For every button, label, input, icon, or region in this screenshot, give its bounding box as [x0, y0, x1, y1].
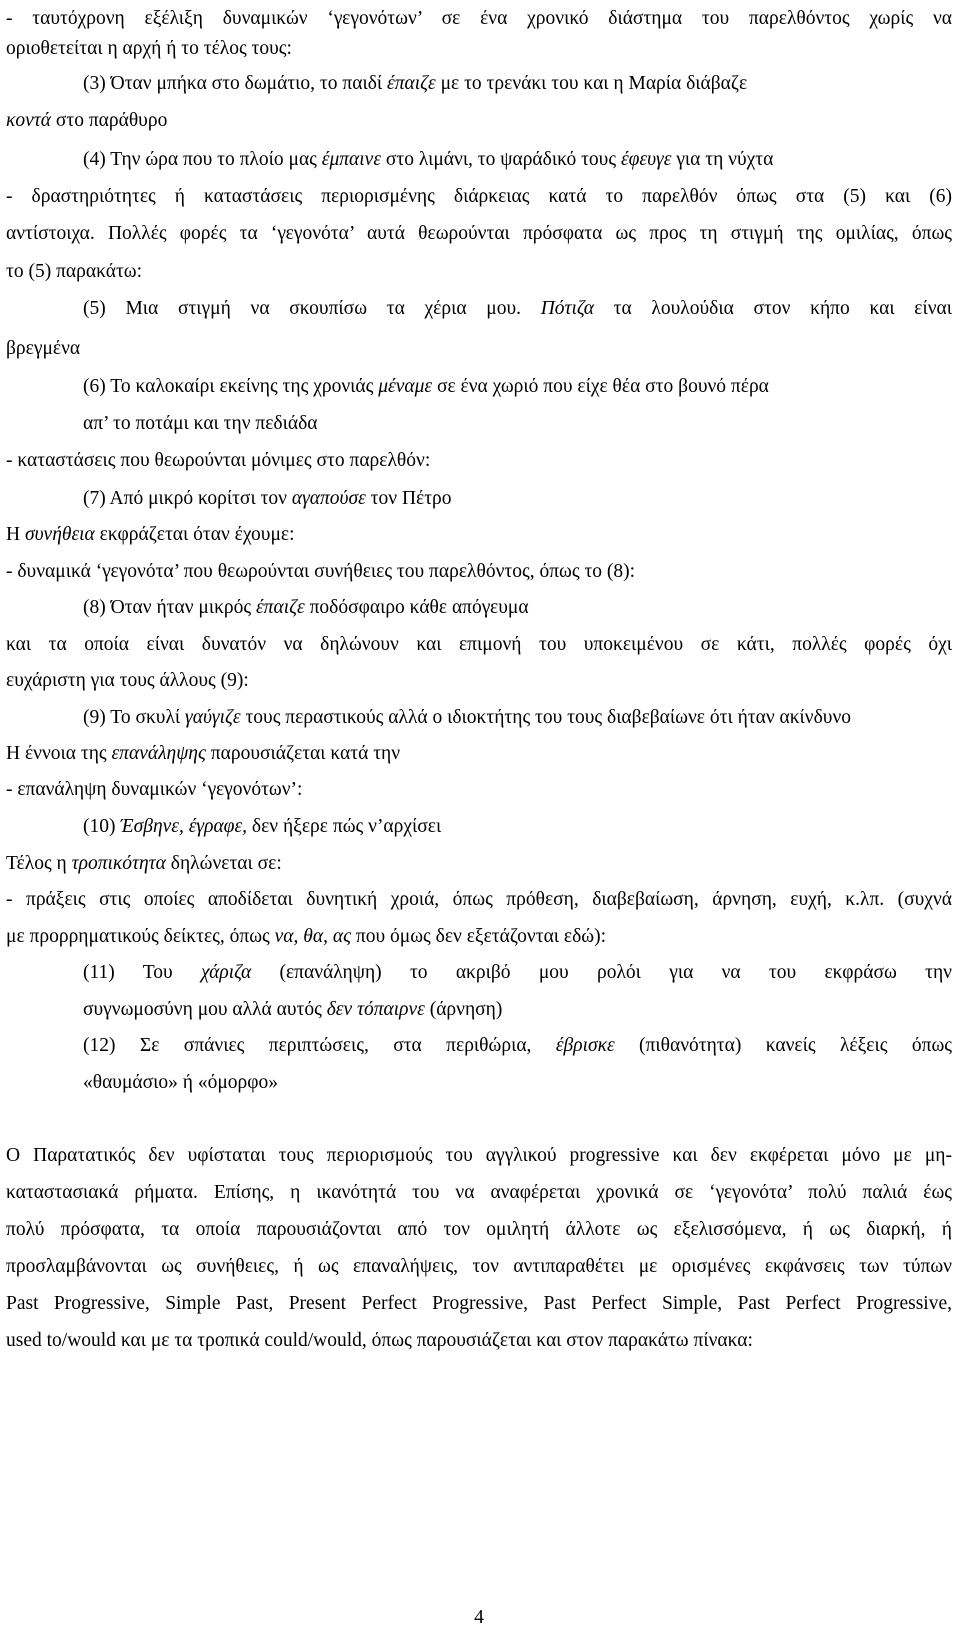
text-run: ποδόσφαιρο κάθε απόγευμα — [304, 597, 529, 618]
text-line — [83, 141, 773, 179]
italic-term: επανάληψης — [111, 743, 206, 764]
text-run: σε ένα χωριό που είχε θέα στο βουνό πέρα — [432, 376, 769, 397]
italic-term: Έσβηνε, έγραφε, — [120, 816, 248, 837]
text-run: δεν ήξερε πώς ν’αρχίσει — [247, 816, 442, 837]
text-run: τα λουλούδια στον κήπο και είναι — [593, 298, 953, 319]
text-run: που όμως δεν εξετάζονται εδώ): — [351, 926, 607, 947]
italic-term: έμπαινε — [321, 149, 382, 170]
text-line — [83, 405, 317, 443]
text-line — [83, 699, 851, 737]
text-run: (12) Σε σπάνιες περιπτώσεις, στα περιθώρια, — [83, 1035, 556, 1056]
italic-term: κοντά — [6, 110, 51, 131]
text-run: δηλώνεται σε: — [165, 853, 282, 874]
text-line — [6, 253, 142, 291]
italic-term: έβρισκε — [555, 1035, 615, 1056]
text-run: με το τρενάκι του και η Μαρία διάβαζε — [435, 73, 748, 94]
text-line — [83, 589, 529, 627]
text-line — [6, 516, 295, 554]
text-line — [83, 290, 952, 328]
text-line — [6, 442, 430, 480]
text-run: ευχάριστη για τους άλλους (9): — [6, 670, 249, 691]
page-number: 4 — [474, 1607, 484, 1628]
text-line — [83, 991, 502, 1029]
text-run: (10) — [83, 816, 121, 837]
text-run: προσλαμβάνονται ως συνήθειες, ή ως επαναλήψεις, τον αντιπαραθέτει με ορισμένες εκφάνσεις των τύπων — [6, 1256, 952, 1277]
text-line — [6, 1285, 952, 1323]
italic-term: έπαιζε — [387, 73, 436, 94]
text-run: (7) Από μικρό κορίτσι τον — [83, 488, 292, 509]
italic-term: έφευγε — [620, 149, 672, 170]
text-line — [6, 1322, 753, 1360]
text-line — [6, 735, 400, 773]
text-run: (6) Το καλοκαίρι εκείνης της χρονιάς — [83, 376, 379, 397]
text-line — [6, 626, 952, 664]
text-run: - δυναμικά ‘γεγονότα’ που θεωρούνται συνήθειες του παρελθόντος, όπως το (8): — [6, 561, 636, 582]
text-line — [6, 1248, 952, 1286]
text-run: τους περαστικούς αλλά ο ιδιοκτήτης του τους διαβεβαίωνε ότι ήταν ακίνδυνο — [240, 707, 852, 728]
text-line — [6, 881, 952, 919]
text-line — [83, 368, 769, 406]
text-run: οριοθετείται η αρχή ή το τέλος τους: — [6, 38, 292, 59]
text-line — [6, 662, 249, 700]
text-run: (πιθανότητα) κανείς λέξεις όπως — [614, 1035, 952, 1056]
text-line — [6, 215, 952, 253]
text-line — [6, 1174, 952, 1212]
text-line — [6, 771, 302, 809]
text-line — [83, 1027, 952, 1065]
text-run: (11) Του — [83, 962, 201, 983]
text-run: - καταστάσεις που θεωρούνται μόνιμες στο παρελθόν: — [6, 450, 431, 471]
text-run: - δραστηριότητες ή καταστάσεις περιορισμένης διάρκειας κατά το παρελθόν όπως στα (5) και (6) — [6, 186, 952, 207]
text-run: Past Progressive, Simple Past, Present Perfect Progressive, Past Perfect Simple, Past Perfect Progressive, — [6, 1293, 952, 1314]
text-run: - επανάληψη δυναμικών ‘γεγονότων’: — [6, 779, 303, 800]
text-run: για τη νύχτα — [671, 149, 774, 170]
text-run: στο λιμάνι, το ψαράδικό τους — [381, 149, 621, 170]
text-run: Η — [6, 524, 25, 545]
text-run: συγνωμοσύνη μου αλλά αυτός — [83, 999, 327, 1020]
text-run: (3) Όταν μπήκα στο δωμάτιο, το παιδί — [83, 73, 388, 94]
italic-term: συνήθεια — [24, 524, 95, 545]
italic-term: αγαπούσε — [291, 488, 366, 509]
text-line — [6, 918, 606, 956]
text-run: (5) Μια στιγμή να σκουπίσω τα χέρια μου. — [83, 298, 541, 319]
text-line — [6, 1211, 952, 1249]
text-line — [83, 65, 747, 103]
text-line — [6, 845, 282, 883]
italic-term: να, θα, ας — [274, 926, 351, 947]
italic-term: Πότιζα — [540, 298, 594, 319]
text-run: - ταυτόχρονη εξέλιξη δυναμικών ‘γεγονότων’ σε ένα χρονικό διάστημα του παρελθόντος χωρίς να — [6, 8, 952, 29]
italic-term: μέναμε — [378, 376, 433, 397]
text-line — [6, 330, 80, 368]
italic-term: γαύγιζε — [185, 707, 241, 728]
text-run: καταστασιακά ρήματα. Επίσης, η ικανότητά του να αναφέρεται χρονικά σε ‘γεγονότα’ πολύ παλιά έως — [6, 1182, 952, 1203]
text-line — [83, 1064, 278, 1102]
text-run: «θαυμάσιο» ή «όμορφο» — [83, 1072, 279, 1093]
text-line — [6, 553, 635, 591]
text-run: used to/would και με τα τροπικά could/would, όπως παρουσιάζεται και στον παρακάτω πίνακα: — [6, 1330, 753, 1351]
text-line — [6, 30, 292, 68]
text-run: βρεγμένα — [6, 338, 81, 359]
document-page — [6, 0, 952, 1644]
text-run: Η έννοια της — [6, 743, 112, 764]
text-run: τον Πέτρο — [365, 488, 452, 509]
text-run: αντίστοιχα. Πολλές φορές τα ‘γεγονότα’ αυτά θεωρούνται πρόσφατα ως προς τη στιγμή της ομιλίας, όπως — [6, 223, 952, 244]
text-run: (4) Την ώρα που το πλοίο μας — [83, 149, 322, 170]
italic-term: χάριζα — [200, 962, 252, 983]
text-line — [6, 178, 952, 216]
italic-term: δεν τόπαιρνε — [326, 999, 425, 1020]
text-line — [83, 808, 441, 846]
italic-term: έπαιζε — [256, 597, 305, 618]
text-run: (8) Όταν ήταν μικρός — [83, 597, 256, 618]
text-line — [6, 102, 167, 140]
text-run: το (5) παρακάτω: — [6, 261, 143, 282]
text-run: (άρνηση) — [424, 999, 503, 1020]
text-run: εκφράζεται όταν έχουμε: — [94, 524, 295, 545]
text-line — [6, 1137, 952, 1175]
text-run: Τέλος η — [6, 853, 72, 874]
text-run: πολύ πρόσφατα, τα οποία παρουσιάζονται από τον ομιλητή άλλοτε ως εξελισσόμενα, ή ως διαρκή, ή — [6, 1219, 952, 1240]
text-line — [83, 954, 952, 992]
text-run: Ο Παρατατικός δεν υφίσταται τους περιορισμούς του αγγλικού progressive και δεν εκφέρεται μόνο με μη- — [6, 1145, 952, 1166]
italic-term: τροπικότητα — [71, 853, 166, 874]
text-line — [83, 480, 452, 518]
text-run: (επανάληψη) το ακριβό μου ρολόι για να του εκφράσω την — [251, 962, 952, 983]
text-run: απ’ το ποτάμι και την πεδιάδα — [83, 413, 318, 434]
text-run: παρουσιάζεται κατά την — [205, 743, 401, 764]
text-run: - πράξεις στις οποίες αποδίδεται δυνητική χροιά, όπως πρόθεση, διαβεβαίωση, άρνηση, ευχή, κ.λπ. (συχνά — [6, 889, 952, 910]
text-run: και τα οποία είναι δυνατόν να δηλώνουν και επιμονή του υποκειμένου σε κάτι, πολλές φορές όχι — [6, 634, 952, 655]
text-run: με προρρηματικούς δείκτες, όπως — [6, 926, 275, 947]
text-run: στο παράθυρο — [50, 110, 168, 131]
text-run: (9) Το σκυλί — [83, 707, 186, 728]
